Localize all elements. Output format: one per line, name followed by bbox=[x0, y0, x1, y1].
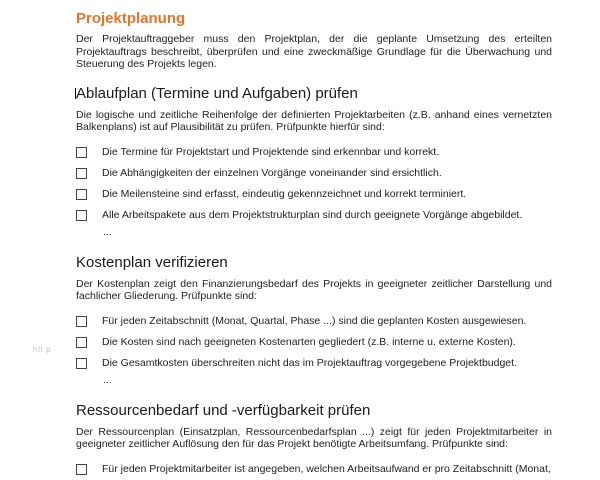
document-content bbox=[76, 10, 552, 480]
checklist-item bbox=[76, 311, 552, 332]
list-ellipsis: ... bbox=[103, 225, 112, 238]
checklist-item bbox=[76, 459, 552, 480]
checklist-item bbox=[76, 353, 552, 374]
section-text-ablaufplan: Die logische und zeitliche Reihenfolge der definierten Projektarbeiten (z.B. anhand eines vernetzten Balkenplans) ist auf Plausibilität zu prüfen. Prüfpunkte hierfür sind: bbox=[76, 108, 552, 133]
checkbox[interactable] bbox=[76, 189, 87, 200]
checklist-item-label: Die Termine für Projektstart und Projektende sind erkennbar und korrekt. bbox=[102, 146, 440, 158]
checklist-ablaufplan bbox=[76, 142, 552, 226]
checklist-item bbox=[76, 205, 552, 226]
section-heading-kostenplan: Kostenplan verifizieren bbox=[76, 253, 228, 271]
checkbox[interactable] bbox=[76, 316, 87, 327]
checkbox[interactable] bbox=[76, 210, 87, 221]
checkbox[interactable] bbox=[76, 337, 87, 348]
section-heading-ressourcen: Ressourcenbedarf und -verfügbarkeit prüfen bbox=[76, 401, 371, 419]
checklist-item bbox=[76, 332, 552, 353]
checklist-item bbox=[76, 163, 552, 184]
checklist-item bbox=[76, 142, 552, 163]
checklist-item-label: Die Kosten sind nach geeigneten Kostenarten gegliedert (z.B. interne u. externe Kosten). bbox=[102, 336, 516, 348]
checklist-item-label: Die Gesamtkosten überschreiten nicht das im Projektauftrag vorgegebene Projektbudget. bbox=[102, 357, 517, 369]
checklist-item-label: Die Abhängigkeiten der einzelnen Vorgänge voneinander sind ersichtlich. bbox=[102, 167, 442, 179]
checklist-item-label: Alle Arbeitspakete aus dem Projektstrukturplan sind durch geeignete Vorgänge abgebildet. bbox=[102, 209, 523, 221]
margin-watermark: htt p bbox=[33, 345, 52, 354]
checkbox[interactable] bbox=[76, 358, 87, 369]
checklist-item-label: Für jeden Projektmitarbeiter ist angegeben, welchen Arbeitsaufwand er pro Zeitabschnitt (Monat, bbox=[102, 463, 551, 475]
checklist-item-label: Für jeden Zeitabschnitt (Monat, Quartal, Phase ...) sind die geplanten Kosten ausgewiesen. bbox=[102, 315, 527, 327]
checklist-ressourcen bbox=[76, 459, 552, 480]
section-text-ressourcen: Der Ressourcenplan (Einsatzplan, Ressourcenbedarfsplan ...) zeigt für jeden Projektmitarbeiter in geeigneter zeitlicher Auflösung den für das Projekt benötigte Arbeitsumfang. Prüfpunkte sind: bbox=[76, 425, 552, 450]
checkbox[interactable] bbox=[76, 464, 87, 475]
checkbox[interactable] bbox=[76, 168, 87, 179]
checkbox[interactable] bbox=[76, 147, 87, 158]
section-heading-ablaufplan: Ablaufplan (Termine und Aufgaben) prüfen bbox=[76, 84, 358, 102]
document-title: Projektplanung bbox=[76, 10, 186, 27]
intro-paragraph: Der Projektauftraggeber muss den Projektplan, der die geplante Umsetzung des erteilten Projektauftrags beschreibt, überprüfen und eine zweckmäßige Grundlage für die Überwachung und Steuerung des Projekts legen. bbox=[76, 33, 552, 70]
list-ellipsis: ... bbox=[103, 373, 112, 386]
checklist-item bbox=[76, 184, 552, 205]
section-text-kostenplan: Der Kostenplan zeigt den Finanzierungsbedarf des Projekts in geeigneter zeitlicher Darstellung und fachlicher Gliederung. Prüfpunkte sind: bbox=[76, 277, 552, 302]
checklist-item-label: Die Meilensteine sind erfasst, eindeutig gekennzeichnet und korrekt terminiert. bbox=[102, 188, 467, 200]
checklist-kostenplan bbox=[76, 311, 552, 374]
